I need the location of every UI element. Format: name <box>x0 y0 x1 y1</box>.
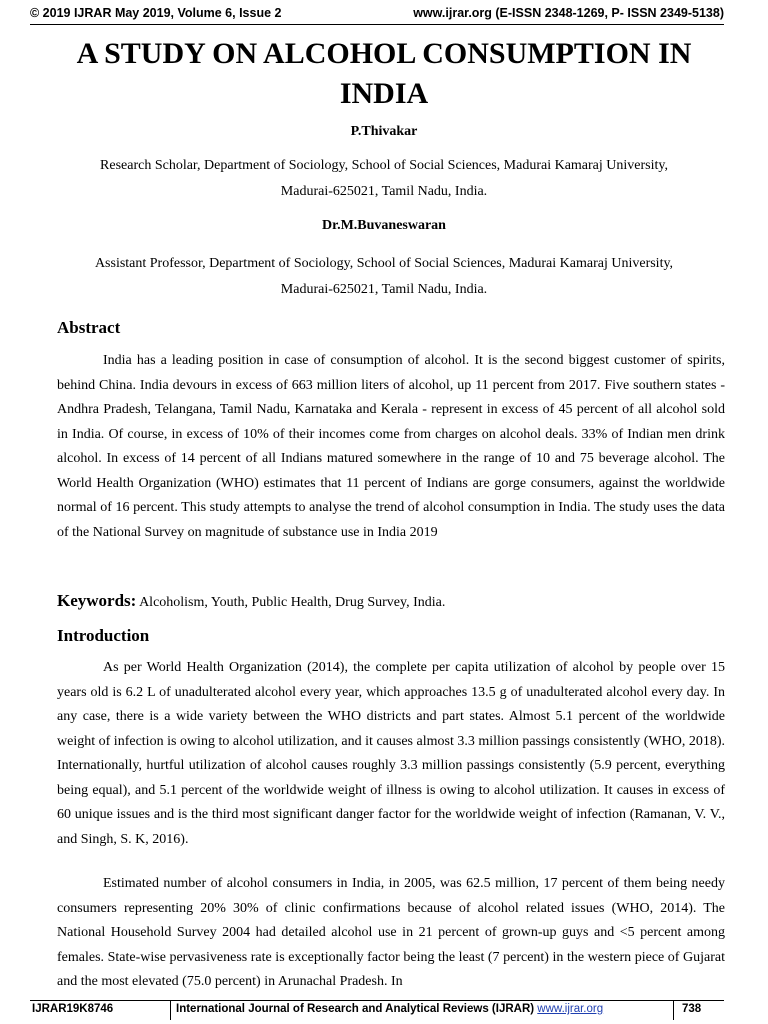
keywords-text: Alcoholism, Youth, Public Health, Drug Survey, India. <box>139 595 446 610</box>
author-1-affiliation <box>50 153 718 205</box>
title-line-1: A STUDY ON ALCOHOL CONSUMPTION IN <box>76 37 692 70</box>
page-number: 738 <box>682 1003 702 1015</box>
footer-journal <box>176 1003 603 1015</box>
footer-separator <box>170 1000 171 1020</box>
introduction-paragraph-1: As per World Health Organization (2014), the complete per capita utilization of alcohol by people over 15 years old is 6.2 L of unadulterated alcohol every year, which approaches 13.5 g of unadulterated alcohol every day. In any case, there is a wide variety between the WHO districts and part states. Almost 5.1 percent of the worldwide weight of infection is owing to alcohol utilization, and it causes almost 3.3 million passings consistently (WHO, 2018). Internationally, hurtful utilization of alcohol causes roughly 3.3 million passings consistently (5.9 percent, everything being equal), and 5.1 percent of the worldwide weight of illness is owing to alcohol utilization. It causes in excess of 60 unique issues and is the third most significant danger factor for the worldwide weight of infection (Ramanan, V. V., and Singh, S. K, 2016). <box>57 660 725 847</box>
paper-id: IJRAR19K8746 <box>32 1003 114 1015</box>
keywords <box>57 591 445 611</box>
running-header <box>30 6 724 26</box>
paper-title <box>40 34 728 114</box>
author-2-affiliation-line-1: Assistant Professor, Department of Sociology, School of Social Sciences, Madurai Kamaraj University, <box>94 256 674 271</box>
footer-journal-name: International Journal of Research and Analytical Reviews (IJRAR) <box>176 1003 535 1015</box>
header-journal-info: www.ijrar.org (E-ISSN 2348-1269, P- ISSN 2349-5138) <box>413 6 724 20</box>
abstract-text: India has a leading position in case of consumption of alcohol. It is the second biggest customer of spirits, behind China. India devours in excess of 663 million liters of alcohol, up 11 percent from 2017. Five southern states - Andhra Pradesh, Telangana, Tamil Nadu, Karnataka and Kerala - represent in excess of 45 percent of all alcohol sold in India. Of course, in excess of 10% of their incomes come from charges on alcohol deals. 33% of Indian men drink alcohol. In excess of 14 percent of all Indians matured somewhere in the range of 10 and 75 beverage alcohol. The World Health Organization (WHO) estimates that 11 percent of Indians are gorge consumers, against the worldwide normal of 16 percent. This study attempts to analyse the trend of alcohol consumption in India. The study uses the data of the National Survey on magnitude of substance use in India 2019 <box>57 353 725 540</box>
header-divider <box>30 24 724 25</box>
footer-journal-link[interactable]: www.ijrar.org <box>537 1003 604 1015</box>
footer-separator <box>673 1000 674 1020</box>
header-issue-info: © 2019 IJRAR May 2019, Volume 6, Issue 2 <box>30 6 282 20</box>
abstract-heading: Abstract <box>57 318 121 337</box>
author-2-affiliation <box>50 251 718 303</box>
author-1-name: P.Thivakar <box>350 124 418 139</box>
running-footer <box>30 1003 724 1021</box>
author-1-affiliation-line-2: Madurai-625021, Tamil Nadu, India. <box>280 184 488 199</box>
introduction-paragraph-2: Estimated number of alcohol consumers in India, in 2005, was 62.5 million, 17 percent of them being needy consumers representing 20% 30% of clinic confirmations because of alcohol related issues (WHO, 2014). The National Household Survey 2004 had detailed alcohol use in 21 percent of grown-up guys and <5 percent among females. State-wise pervasiveness rate is exceptionally factor being the least (7 percent) in the western piece of Gujarat and the most elevated (75.0 percent) in Arunachal Pradesh. In <box>57 876 725 989</box>
author-2-name: Dr.M.Buvaneswaran <box>322 218 446 233</box>
title-line-2: INDIA <box>339 77 429 110</box>
keywords-label: Keywords: <box>57 591 137 610</box>
introduction-heading: Introduction <box>57 626 150 645</box>
footer-divider <box>30 1000 724 1001</box>
author-1-affiliation-line-1: Research Scholar, Department of Sociology, School of Social Sciences, Madurai Kamaraj University, <box>100 158 668 173</box>
author-2-affiliation-line-2: Madurai-625021, Tamil Nadu, India. <box>280 282 488 297</box>
